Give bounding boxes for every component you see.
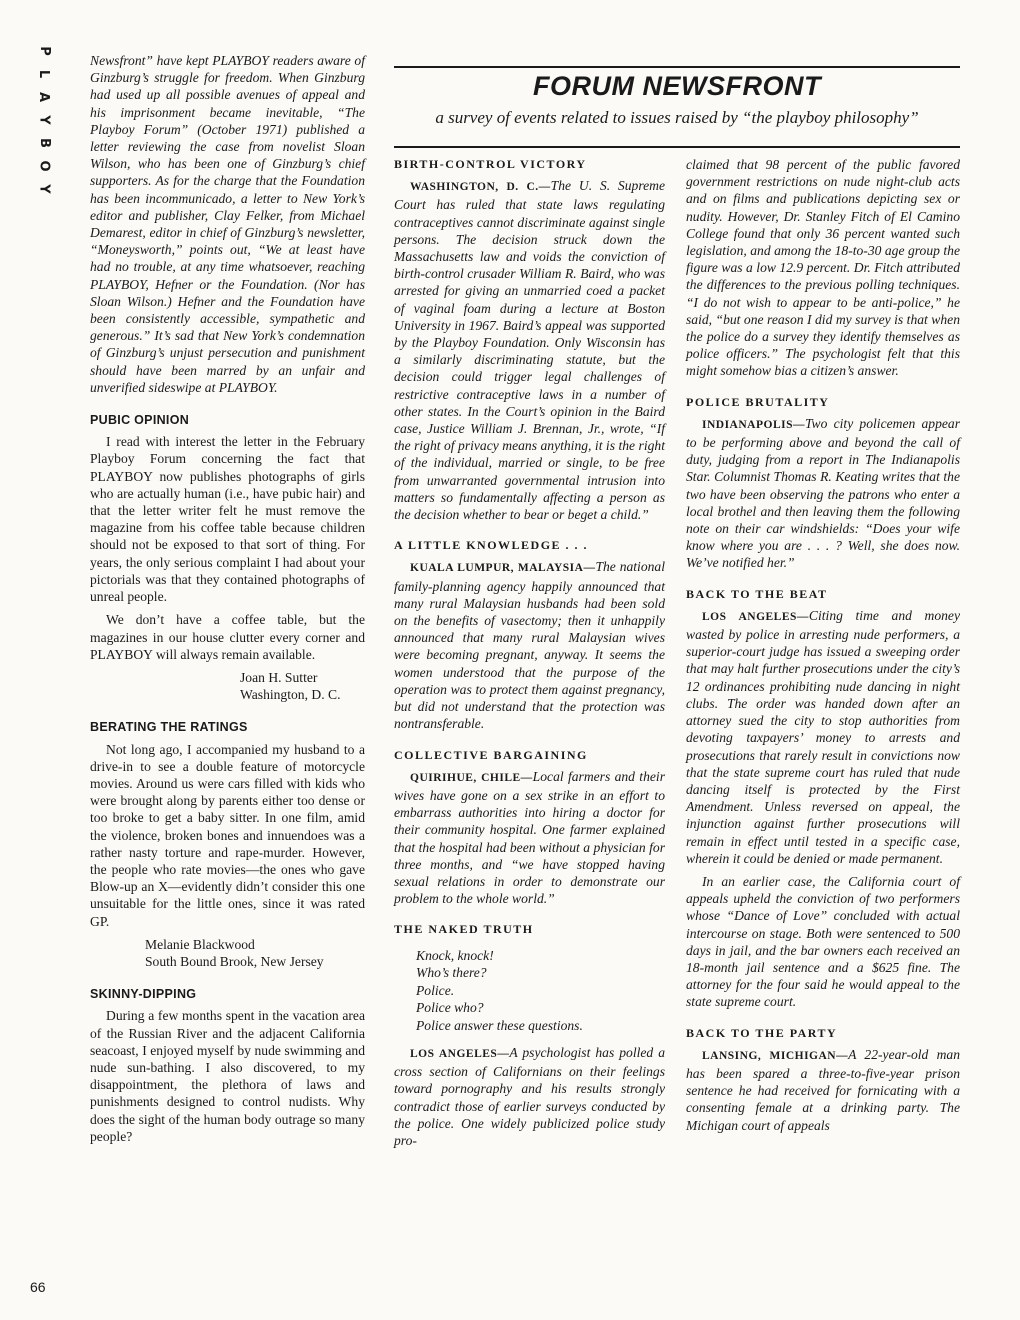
article-heading: BIRTH-CONTROL VICTORY	[394, 157, 587, 171]
article-paragraph: In an earlier case, the California court of appeals upheld the conviction of two performers whose “Dance of Love” concluded with actual intercourse on stage. Both were sentenced to 500 days in jail, and the bar owners each received an 18-month jail sentence and a $625 fine. The attorney for the four said he would appeal to the state supreme court.	[686, 873, 960, 1010]
poem-line: Who’s there?	[416, 965, 487, 981]
letter-continuation: Newsfront” have kept PLAYBOY readers aware of Ginzburg’s struggle for freedom. When Ginzburg had used up all possible avenues of appeal and his imprisonment became inevitable, “The Playboy Forum” (October 1971) published a letter reviewing the case from novelist Sloan Wilson, who has been one of Ginzburg’s chief supporters. As for the charge that the Foundation has been incommunicado, a letter to New York’s editor and publisher, Clay Felker, from Michael Demarest, editor in chief of Ginzburg’s newsletter, “Moneysworth,” points out, “We at least have had no trouble, at any time whatsoever, reaching PLAYBOY, Hefner or the Foundation. (Nor has Sloan Wilson.) Hefner and the Foundation have been consistently accessible, sympathetic and generous.” It’s sad that New York’s condemnation of Ginzburg’s unjust persecution and punishment should have been marred by an unfair and unverified sideswipe at PLAYBOY.	[90, 53, 365, 395]
forum-title: FORUM NEWSFRONT	[533, 71, 821, 101]
article-heading: BACK TO THE BEAT	[686, 586, 828, 601]
header-rule-bottom	[394, 146, 960, 148]
letter-paragraph: We don’t have a coffee table, but the magazines in our house clutter every corner and PLAYBOY will always remain available.	[90, 612, 365, 662]
masthead-vertical	[30, 40, 58, 201]
dateline: LOS ANGELES—	[410, 1048, 510, 1061]
letters-column	[90, 52, 365, 1151]
section-heading: PUBIC OPINION	[90, 413, 190, 428]
poem-line: Police.	[416, 982, 455, 998]
dateline: KUALA LUMPUR, MALAYSIA—	[410, 562, 596, 575]
dateline: LOS ANGELES—	[702, 610, 809, 623]
article-body: A 22-year-old man has been spared a three-to-five-year prison sentence he had received for fornicating with a consenting female at a drinking party. The Michigan court of appeals	[686, 1046, 960, 1133]
article-body: Local farmers and their wives have gone on a sex strike in an effort to embarrass authorities into hiring a doctor for their community hospital. One farmer explained that the hospital had been without a physician for three months, and “we have stopped having sexual relations in order to demonstrate our problem to the whole world.”	[394, 768, 665, 907]
article-heading: BACK TO THE PARTY	[686, 1025, 838, 1040]
header-rule-top	[394, 66, 960, 68]
article-body: The U. S. Supreme Court has ruled that state laws regulating contraceptives cannot discriminate against single persons. The decision struck down the Massachusetts law and voids the conviction of birth-control crusader William R. Baird, who was arrested for giving an unmarried coed a packet of vaginal foam during a lecture at Boston University in 1967. Baird’s appeal was supported by the Playboy Foundation. Only Wisconsin has a similarly discriminating statute, but the decision could trigger legal challenges of restrictive contraceptive laws in a number of other states. In the Court’s opinion in the Baird case, Justice William J. Brennan, Jr., wrote, “If the right of privacy means anything, it is the right of the individual, married or single, to be free from unwarranted governmental intrusion into matters so fundamentally affecting a person as the decision whether to bear or beget a child.”	[394, 178, 665, 523]
newsfront-column-left	[394, 156, 665, 1155]
article-heading: A LITTLE KNOWLEDGE . . .	[394, 538, 589, 553]
poem-line: Police answer these questions.	[416, 1017, 583, 1033]
forum-header	[394, 70, 960, 128]
dateline: LANSING, MICHIGAN—	[702, 1049, 849, 1062]
forum-subtitle: a survey of events related to issues raised by “the playboy philosophy”	[435, 108, 919, 127]
letter-signature-name: Joan H. Sutter	[240, 669, 318, 685]
masthead-letter: B	[36, 138, 52, 149]
section-heading: BERATING THE RATINGS	[90, 720, 248, 735]
letter-signature-name: Melanie Blackwood	[145, 936, 255, 952]
letter-paragraph: I read with interest the letter in the February Playboy Forum concerning the fact that PLAYBOY now publishes photographs of girls who are actually human (i.e., have pubic hair) and that the letter writer felt he must remove the magazine from his coffee table because children should not be exposed to that sort of thing. For years, the only serious complaint I had about your pictorials was that they contained photographs of unreal people.	[90, 434, 365, 605]
masthead-letter: P	[36, 46, 52, 57]
poem	[416, 947, 665, 1035]
masthead-letter: A	[36, 91, 52, 104]
letter-signature-place: Washington, D. C.	[240, 687, 341, 703]
page-number: 66	[30, 1279, 46, 1295]
masthead-letter: Y	[36, 184, 52, 195]
article-body: Two city policemen appear to be performing above and beyond the call of duty, judging from a report in The Indianapolis Star. Columnist Thomas R. Keating writes that the two have been observing the patrons who enter a local brothel and then leaving them the following note on their car windshields: “Does your wife know where you are . . . ? Well, she does now. We’ve notified her.”	[686, 415, 960, 571]
dateline: QUIRIHUE, CHILE—	[410, 771, 533, 784]
article-heading: COLLECTIVE BARGAINING	[394, 747, 588, 762]
poem-line: Police who?	[416, 1000, 484, 1016]
letter-signature-place: South Bound Brook, New Jersey	[145, 953, 324, 969]
masthead-letter: L	[36, 69, 52, 80]
dateline: WASHINGTON, D. C.—	[410, 181, 551, 194]
article-body: The national family-planning agency happily announced that many rural Malaysian husbands had been sold on the benefits of vasectomy; then it unhappily announced that many rural Malaysian wives were becoming pregnant, anyway. It seems the women understood that the purpose of the operation was to protect them against pregnancy, but did not understand that the protection was nontransferable.	[394, 559, 666, 732]
letter-paragraph: During a few months spent in the vacation area of the Russian River and the adjacent California seacoast, I enjoyed myself by nude swimming and nude sun-bathing. I also discovered, to my disappointment, the plethora of laws and punishments designed to control nudists. Why does the sight of the human body outrage so many people?	[90, 1008, 365, 1144]
letter-paragraph: Not long ago, I accompanied my husband to a drive-in to see a double feature of motorcycle movies. Around us were cars filled with kids who were brought along by parents either too dense or too broke to get a baby sitter. In one film, amid the violence, broken bones and innuendoes was a rather nasty torture and rape-murder. However, the people who rate movies—the ones who gave Blow-up an X—evidently didn’t consider this one unsuitable for the little ones, since it was rated GP.	[90, 741, 365, 929]
masthead-letter: O	[36, 160, 52, 173]
article-heading: THE NAKED TRUTH	[394, 922, 534, 937]
section-heading: SKINNY-DIPPING	[90, 987, 197, 1002]
newsfront-column-right	[686, 156, 960, 1140]
poem-line: Knock, knock!	[416, 947, 494, 963]
dateline: INDIANAPOLIS—	[702, 418, 805, 431]
article-body: Citing time and money wasted by police in arresting nude performers, a superior-court judge has issued a sweeping order that may halt further prosecutions under the city’s 12 ordinances prohibiting nude dancing in night clubs. The order was handed down after an attorney sued the city to stop authorities from devoting taxpayers’ money to arrests and prosecutions that rarely result in convictions now that the state supreme court has ruled that nude dancing itself is protected by the First Amendment. Unless reversed on appeal, the injunction against further prosecutions will remain in effect until tested in a specific case, wherein it could be denied or made permanent.	[686, 607, 960, 866]
masthead-letter: Y	[36, 115, 52, 126]
article-body: A psychologist has polled a cross section of Californians on their feelings toward pornography and his results strongly contradict those of earlier surveys conducted by the police. One widely publicized police study pro-	[394, 1045, 666, 1149]
article-heading: POLICE BRUTALITY	[686, 394, 830, 409]
article-continuation: claimed that 98 percent of the public favored government restrictions on nude night-club acts and on films and publications depicting sex or nudity. However, Dr. Stanley Fitch of El Camino College found that only 36 percent wanted such legislation, and among the 18-to-30 age group the figure was a low 12.9 percent. Dr. Fitch attributed the differences to the previous polling techniques. “I do not wish to appear to be anti-police,” he said, “but one reason I did my survey is that when the police do a survey they identify themselves as police officers.” The psychologist felt that this might somehow bias a citizen’s answer.	[686, 157, 960, 379]
